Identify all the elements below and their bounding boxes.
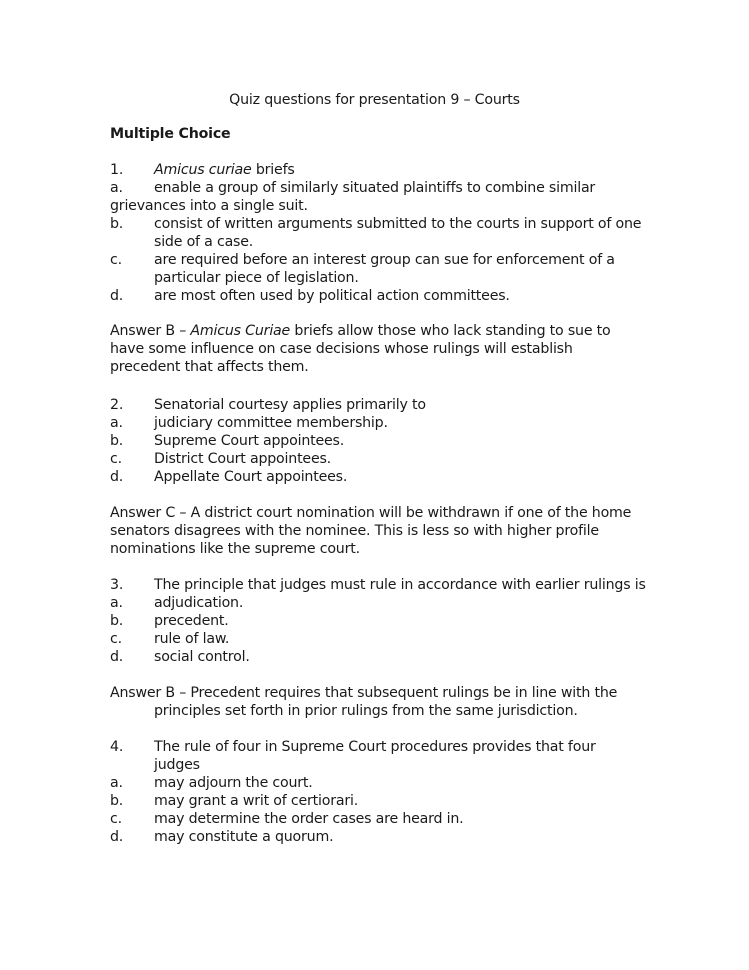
answer-text: [110, 322, 611, 340]
question-stem-italic: Amicus curiae: [154, 162, 252, 178]
option-label: a.: [110, 180, 123, 196]
question-stem: Senatorial courtesy applies primarily to: [154, 397, 426, 413]
answer-text: Answer C – A district court nomination will be withdrawn if one of the home: [110, 505, 632, 521]
answer-text-cont: senators disagrees with the nominee. This is less so with higher profile: [110, 523, 599, 539]
question-number: 2.: [110, 397, 124, 413]
option-label: c.: [110, 451, 122, 467]
option-label: d.: [110, 649, 124, 665]
option-label: a.: [110, 775, 123, 791]
question-number: 4.: [110, 739, 124, 755]
answer-text-cont: nominations like the supreme court.: [110, 541, 360, 557]
option-c-text: are required before an interest group can sue for enforcement of a: [154, 252, 615, 268]
option-b-text: consist of written arguments submitted to the courts in support of one: [154, 216, 642, 232]
option-label: d.: [110, 469, 124, 485]
option-a-text: may adjourn the court.: [154, 775, 313, 791]
option-label: a.: [110, 415, 123, 431]
option-d-text: Appellate Court appointees.: [154, 469, 348, 485]
option-a-text: adjudication.: [154, 595, 244, 611]
section-heading: Multiple Choice: [110, 126, 231, 142]
option-label: d.: [110, 288, 124, 304]
option-label: b.: [110, 433, 124, 449]
question-stem: The principle that judges must rule in accordance with earlier rulings is: [154, 577, 646, 593]
answer-text: Answer B – Precedent requires that subsequent rulings be in line with the: [110, 685, 618, 701]
answer-italic: Amicus Curiae: [190, 323, 291, 339]
option-c-text: may determine the order cases are heard in.: [154, 811, 464, 827]
document-title: Quiz questions for presentation 9 – Courts: [229, 92, 520, 108]
option-label: c.: [110, 252, 122, 268]
question-stem: The rule of four in Supreme Court procedures provides that four: [154, 739, 596, 755]
option-label: c.: [110, 811, 122, 827]
answer-prefix: Answer B –: [110, 323, 191, 339]
question-number: 1.: [110, 162, 124, 178]
option-c-text-cont: particular piece of legislation.: [154, 270, 359, 286]
option-label: a.: [110, 595, 123, 611]
question-stem: [154, 161, 295, 179]
question-stem-cont: judges: [154, 757, 200, 773]
question-number: 3.: [110, 577, 124, 593]
answer-text-cont: have some influence on case decisions whose rulings will establish: [110, 341, 573, 357]
question-stem-rest: briefs: [251, 162, 295, 178]
option-label: d.: [110, 829, 124, 845]
option-a-text: enable a group of similarly situated plaintiffs to combine similar: [154, 180, 596, 196]
option-d-text: may constitute a quorum.: [154, 829, 334, 845]
option-b-text: precedent.: [154, 613, 229, 629]
answer-rest: briefs allow those who lack standing to sue to: [290, 323, 611, 339]
answer-text-cont: precedent that affects them.: [110, 359, 309, 375]
option-d-text: social control.: [154, 649, 250, 665]
option-b-text-cont: side of a case.: [154, 234, 254, 250]
option-label: b.: [110, 793, 124, 809]
option-b-text: may grant a writ of certiorari.: [154, 793, 359, 809]
option-b-text: Supreme Court appointees.: [154, 433, 345, 449]
answer-text-cont: principles set forth in prior rulings from the same jurisdiction.: [154, 703, 578, 719]
option-label: b.: [110, 613, 124, 629]
option-c-text: rule of law.: [154, 631, 230, 647]
option-d-text: are most often used by political action committees.: [154, 288, 510, 304]
option-a-text-cont: grievances into a single suit.: [110, 198, 308, 214]
option-label: b.: [110, 216, 124, 232]
option-c-text: District Court appointees.: [154, 451, 331, 467]
option-a-text: judiciary committee membership.: [154, 415, 388, 431]
option-label: c.: [110, 631, 122, 647]
